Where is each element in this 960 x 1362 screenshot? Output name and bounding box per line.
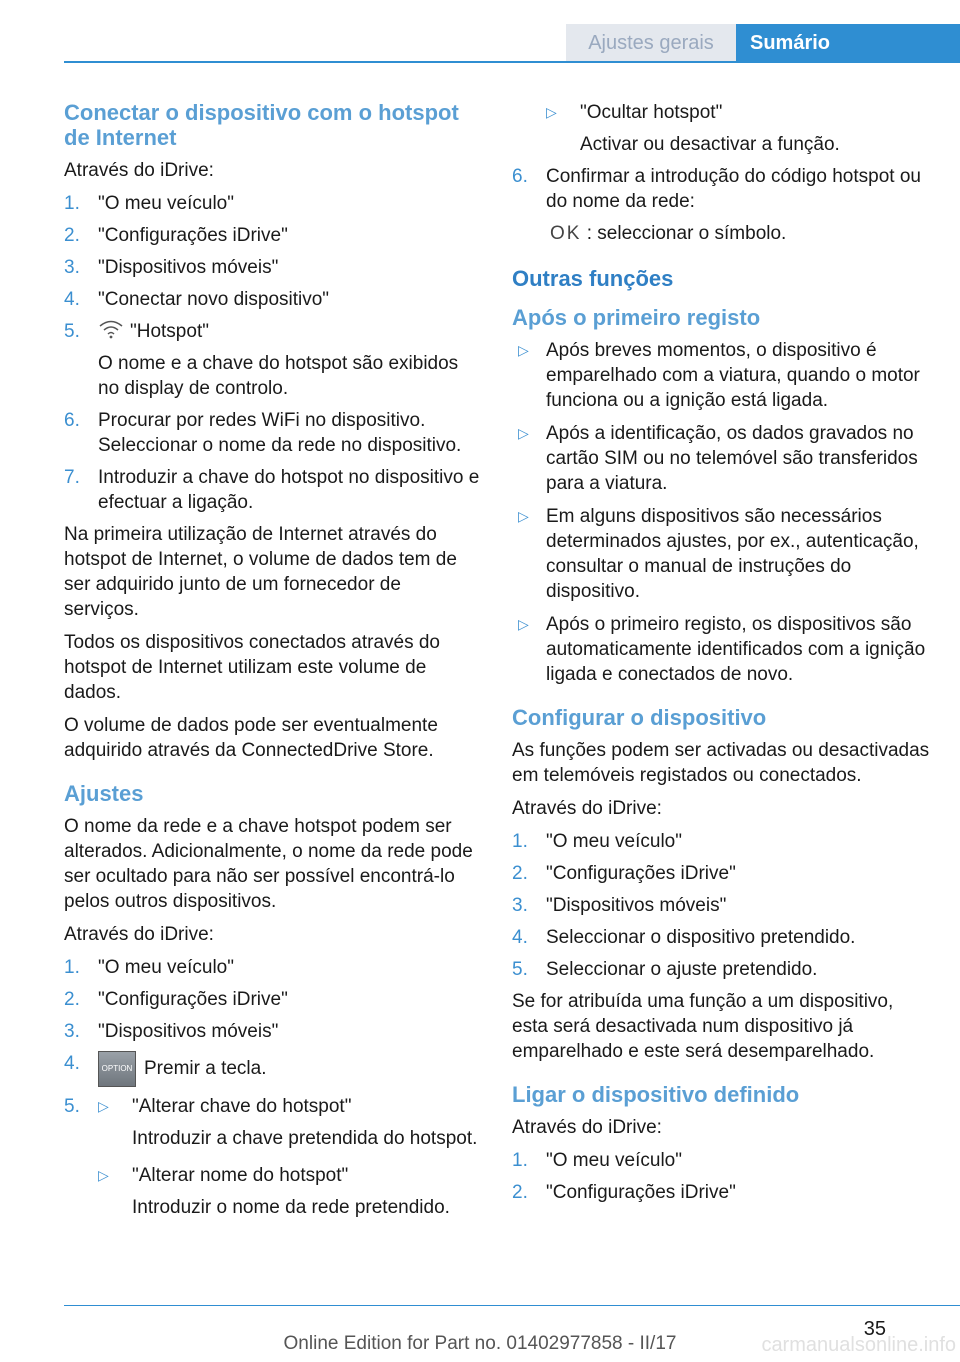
paragraph: Se for atribuída uma função a um dispositivo, esta será desactivada num dispositivo já emparelhado e este será desemparelhado.	[512, 991, 894, 1062]
step-number: 5.	[64, 321, 80, 342]
step-number: 6.	[512, 166, 528, 187]
step-item	[512, 1180, 932, 1205]
step-number: 2.	[512, 863, 528, 884]
paragraph: Na primeira utilização de Internet através do hotspot de Internet, o volume de dados tem de ser adquirido junto de um fornecedor de serviços.	[64, 524, 457, 620]
heading-configure-device: Configurar o dispositivo	[512, 705, 767, 730]
ok-description: : seleccionar o símbolo.	[586, 223, 787, 244]
bullet-item	[512, 504, 932, 604]
via-idrive: Através do iDrive:	[64, 924, 214, 945]
bullet-list	[512, 338, 932, 687]
step-text: "Configurações iDrive"	[98, 989, 288, 1010]
heading-connect-hotspot: Conectar o dispositivo com o hotspot de Internet	[64, 100, 459, 150]
step-item	[512, 957, 932, 982]
step-text: "O meu veículo"	[546, 1150, 682, 1171]
ok-line	[546, 221, 932, 246]
sub-item-text: "Ocultar hotspot"	[580, 102, 723, 123]
bullet-item	[512, 612, 932, 687]
step-item	[64, 191, 480, 216]
step-item	[64, 1051, 480, 1087]
step-number: 1.	[64, 957, 80, 978]
heading-connect-defined-device: Ligar o dispositivo definido	[512, 1082, 800, 1107]
step-item	[64, 987, 480, 1012]
ok-symbol-icon: OK	[550, 223, 582, 244]
watermark: carmanualsonline.info	[761, 1334, 956, 1356]
step-item	[64, 1094, 480, 1220]
step-text: Seleccionar o ajuste pretendido.	[546, 959, 818, 980]
step-number: 1.	[64, 193, 80, 214]
bullet-text: Em alguns dispositivos são necessários determinados ajustes, por ex., autenticação, consultar o manual de instruções do dispositivo.	[546, 506, 919, 602]
step-number: 4.	[64, 1053, 80, 1074]
step-text: Premir a tecla.	[144, 1058, 267, 1080]
step-number: 4.	[64, 289, 80, 310]
step-item	[512, 164, 932, 246]
step-text: "O meu veículo"	[546, 831, 682, 852]
page-header	[0, 0, 960, 62]
step-text: "O meu veículo"	[98, 193, 234, 214]
paragraph: O nome da rede e a chave hotspot podem ser alterados. Adicionalmente, o nome da rede pode ser ocultado para não ser possível encontrá-lo pelos outros dispositivos.	[64, 816, 473, 912]
triangle-bullet-icon: ▷	[98, 1167, 109, 1183]
triangle-bullet-icon: ▷	[518, 425, 529, 441]
triangle-bullet-icon: ▷	[518, 342, 529, 358]
sub-item	[98, 1163, 480, 1220]
step-text: "O meu veículo"	[98, 957, 234, 978]
step-item	[64, 465, 480, 515]
step-number: 3.	[64, 1021, 80, 1042]
step-number: 3.	[64, 257, 80, 278]
step-item	[512, 893, 932, 918]
step-number: 2.	[512, 1182, 528, 1203]
sub-item-text: "Alterar chave do hotspot"	[132, 1096, 352, 1117]
step-text: Introduzir a chave do hotspot no dispositivo e efectuar a ligação.	[98, 467, 480, 513]
via-idrive: Através do iDrive:	[512, 1117, 662, 1138]
steps-list-connect	[64, 191, 480, 515]
steps-list-configure	[512, 829, 932, 982]
step-text: "Hotspot"	[130, 321, 209, 342]
sub-item-detail: Introduzir a chave pretendida do hotspot.	[132, 1128, 478, 1149]
step-text: Procurar por redes WiFi no dispositivo. Seleccionar o nome da rede no dispositivo.	[98, 410, 462, 456]
step-text: "Configurações iDrive"	[546, 863, 736, 884]
step-text: "Configurações iDrive"	[98, 225, 288, 246]
triangle-bullet-icon: ▷	[518, 508, 529, 524]
step-item	[512, 1148, 932, 1173]
step-text: "Configurações iDrive"	[546, 1182, 736, 1203]
sub-item	[98, 1094, 480, 1151]
triangle-bullet-icon: ▷	[546, 104, 557, 120]
step-item	[64, 255, 480, 280]
right-column	[512, 100, 932, 1212]
option-key-icon: OPTION	[98, 1051, 136, 1087]
step-item	[64, 287, 480, 312]
heading-settings: Ajustes	[64, 781, 144, 806]
via-idrive: Através do iDrive:	[64, 160, 214, 181]
step-number: 6.	[64, 410, 80, 431]
step-number: 1.	[512, 831, 528, 852]
bullet-item	[512, 421, 932, 496]
bullet-text: Após o primeiro registo, os dispositivos são automaticamente identificados com a ignição ligada e conectados de novo.	[546, 614, 926, 685]
step-text: Confirmar a introdução do código hotspot ou do nome da rede:	[546, 166, 921, 212]
triangle-bullet-icon: ▷	[518, 616, 529, 632]
step-item	[64, 1019, 480, 1044]
footer-rule	[64, 1305, 960, 1306]
step-item	[512, 861, 932, 886]
step-text: "Dispositivos móveis"	[98, 1021, 279, 1042]
section-tab[interactable]: Ajustes gerais	[566, 24, 736, 62]
step-number: 1.	[512, 1150, 528, 1171]
sub-item-detail: Introduzir o nome da rede pretendido.	[132, 1197, 450, 1218]
step-number: 2.	[64, 989, 80, 1010]
step-text: "Conectar novo dispositivo"	[98, 289, 330, 310]
heading-other-functions: Outras funções	[512, 266, 674, 291]
triangle-bullet-icon: ▷	[98, 1098, 109, 1114]
step-item	[64, 955, 480, 980]
step-number: 2.	[64, 225, 80, 246]
sub-item-text: "Alterar nome do hotspot"	[132, 1165, 349, 1186]
step-detail: O nome e a chave do hotspot são exibidos no display de controlo.	[98, 353, 459, 399]
step-item	[64, 408, 480, 458]
step-number: 4.	[512, 927, 528, 948]
steps-list-settings	[64, 955, 480, 1044]
edition-footer: Online Edition for Part no. 01402977858 - II/17	[283, 1333, 677, 1354]
paragraph: Todos os dispositivos conectados através do hotspot de Internet utilizam este volume de dados.	[64, 632, 440, 703]
header-rule	[64, 61, 960, 63]
step-item	[512, 829, 932, 854]
step-text: "Dispositivos móveis"	[98, 257, 279, 278]
sub-item	[546, 100, 932, 157]
step-item	[64, 319, 480, 401]
wifi-icon	[98, 321, 130, 342]
paragraph: As funções podem ser activadas ou desactivadas em telemóveis registados ou conectados.	[512, 740, 930, 786]
via-idrive: Através do iDrive:	[512, 798, 662, 819]
bullet-item	[512, 338, 932, 413]
heading-after-first-registration: Após o primeiro registo	[512, 305, 761, 330]
sub-item-detail: Activar ou desactivar a função.	[580, 134, 840, 155]
step-number: 7.	[64, 467, 80, 488]
page-number: 35	[863, 1318, 886, 1340]
step-number: 5.	[64, 1096, 80, 1117]
step-item	[64, 223, 480, 248]
contents-tab[interactable]: Sumário	[736, 24, 960, 62]
bullet-text: Após a identificação, os dados gravados no cartão SIM ou no telemóvel são transferidos para a viatura.	[546, 423, 918, 494]
step-text: Seleccionar o dispositivo pretendido.	[546, 927, 856, 948]
steps-list-connect-defined	[512, 1148, 932, 1205]
step-number: 5.	[512, 959, 528, 980]
step-item	[512, 925, 932, 950]
paragraph: O volume de dados pode ser eventualmente adquirido através da ConnectedDrive Store.	[64, 715, 438, 761]
step-text: "Dispositivos móveis"	[546, 895, 727, 916]
bullet-text: Após breves momentos, o dispositivo é emparelhado com a viatura, quando o motor funciona ou a ignição está ligada.	[546, 340, 920, 411]
step-number: 3.	[512, 895, 528, 916]
left-column	[64, 100, 480, 1227]
